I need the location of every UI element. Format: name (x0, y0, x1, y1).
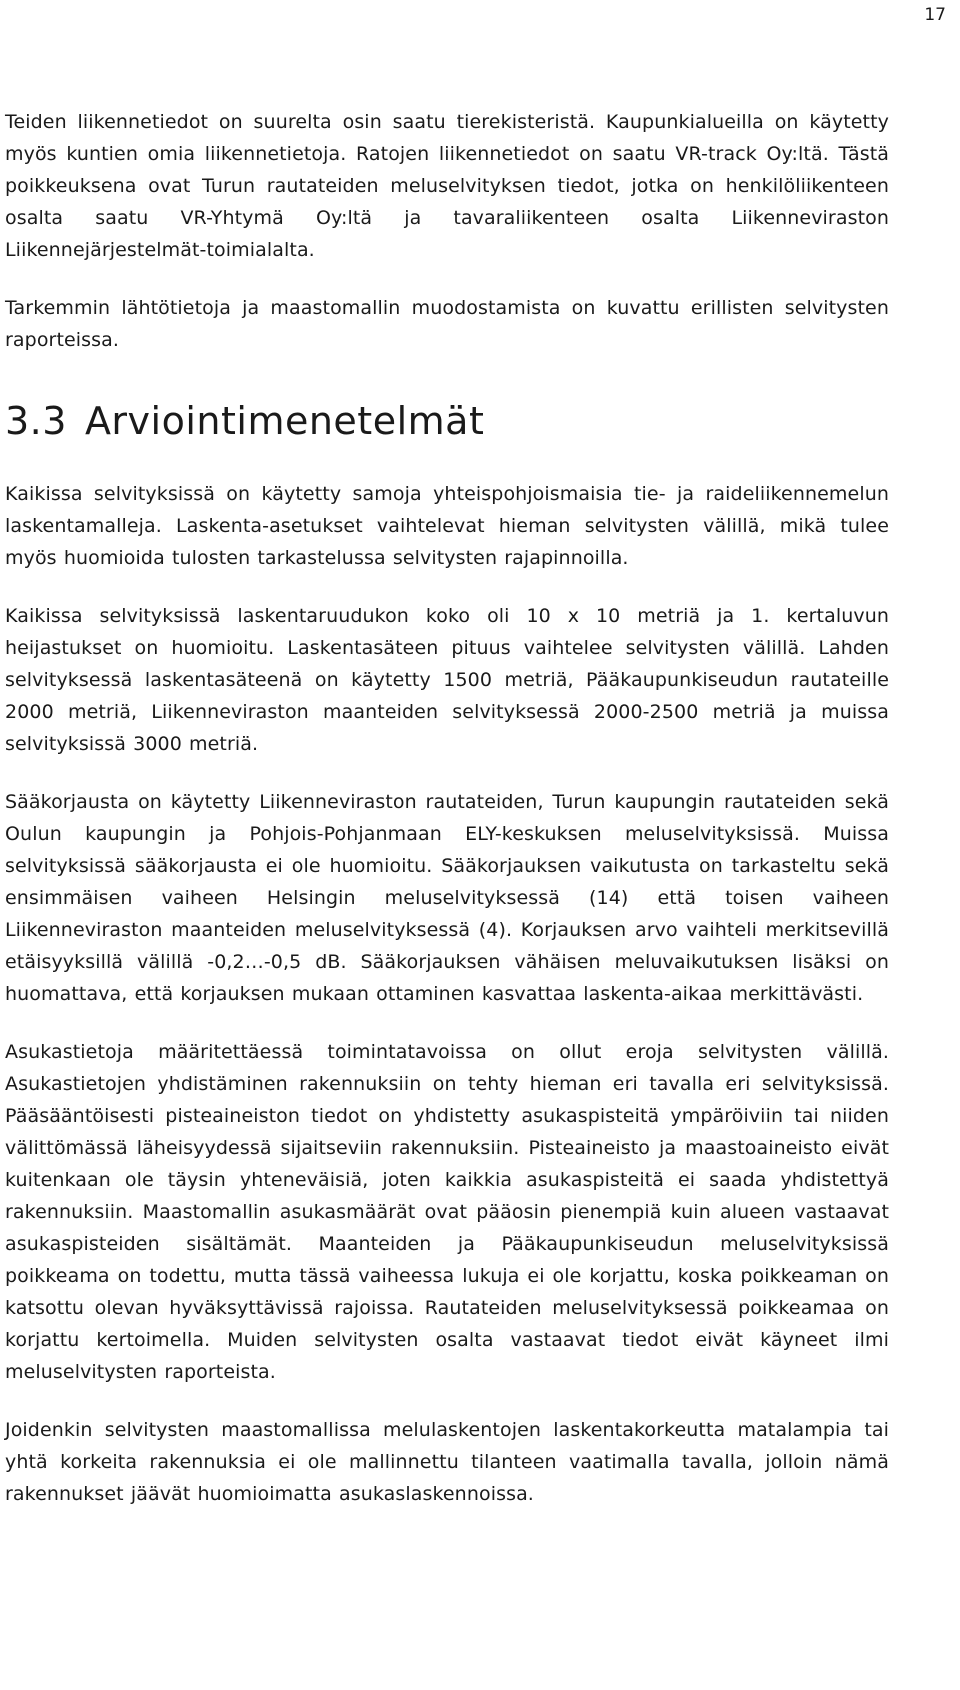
paragraph-calculation-models: Kaikissa selvityksissä on käytetty samoja yhteispohjoismaisia tie- ja raideliikennemelun laskentamalleja. Laskenta-asetukset vaihtelevat hieman selvitysten välillä, mikä tulee myös huomioida tulosten tarkastelussa selvitysten rajapinnoilla. (5, 483, 889, 569)
page-number: 17 (924, 5, 946, 25)
paragraph-terrain-model-reference: Tarkemmin lähtötietoja ja maastomallin muodostamista on kuvattu erillisten selvitysten raporteissa. (5, 297, 889, 351)
section-number: 3.3 (5, 399, 67, 443)
section-title: Arviointimenetelmät (84, 399, 485, 443)
paragraph-resident-data: Asukastietoja määritettäessä toimintatavoissa on ollut eroja selvitysten välillä. Asukastietojen yhdistäminen rakennuksiin on tehty hieman eri tavalla eri selvityksissä. Pääsääntöisesti pisteaineiston tiedot on yhdistetty asukaspisteitä ympäröiviin tai niiden välittömässä läheisyydessä sijaitseviin rakennuksiin. Pisteaineisto ja maastoaineisto eivät kuitenkaan ole täysin yhteneväisiä, joten kaikkia asukaspisteitä ei saada yhdistettyä rakennuksiin. Maastomallin asukasmäärät ovat pääosin pienempiä kuin alueen vastaavat asukaspisteiden sisältämät. Maanteiden ja Pääkaupunkiseudun meluselvityksissä poikkeama on todettu, mutta tässä vaiheessa lukuja ei ole korjattu, koska poikkeaman on katsottu olevan hyväksyttävissä rajoissa. Rautateiden meluselvityksessä poikkeamaa on korjattu kertoimella. Muiden selvitysten osalta vastaavat tiedot eivät käyneet ilmi meluselvitysten raporteista. (5, 1041, 889, 1383)
paragraph-grid-and-radius: Kaikissa selvityksissä laskentaruudukon koko oli 10 x 10 metriä ja 1. kertaluvun heijastukset on huomioitu. Laskentasäteen pituus vaihtelee selvitysten välillä. Lahden selvityksessä laskentasäteenä on käytetty 1500 metriä, Pääkaupunkiseudun rautateille 2000 metriä, Liikenneviraston maanteiden selvityksessä 2000-2500 metriä ja muissa selvityksissä 3000 metriä. (5, 605, 889, 755)
document-body (5, 106, 889, 1510)
section-heading (5, 394, 889, 448)
paragraph-building-modelling: Joidenkin selvitysten maastomallissa melulaskentojen laskentakorkeutta matalampia tai yhtä korkeita rakennuksia ei ole mallinnettu tilanteen vaatimalla tavalla, jolloin nämä rakennukset jäävät huomioimatta asukaslaskennoissa. (5, 1419, 889, 1505)
paragraph-traffic-data-sources: Teiden liikennetiedot on suurelta osin saatu tierekisteristä. Kaupunkialueilla on käytetty myös kuntien omia liikennetietoja. Ratojen liikennetiedot on saatu VR-track Oy:ltä. Tästä poikkeuksena ovat Turun rautateiden meluselvityksen tiedot, jotka on henkilöliikenteen osalta saatu VR-Yhtymä Oy:ltä ja tavaraliikenteen osalta Liikenneviraston Liikennejärjestelmät-toimialalta. (5, 111, 889, 261)
paragraph-weather-correction: Sääkorjausta on käytetty Liikenneviraston rautateiden, Turun kaupungin rautateiden sekä Oulun kaupungin ja Pohjois-Pohjanmaan ELY-keskuksen meluselvityksissä. Muissa selvityksissä sääkorjausta ei ole huomioitu. Sääkorjauksen vaikutusta on tarkasteltu sekä ensimmäisen vaiheen Helsingin meluselvityksessä (14) että toisen vaiheen Liikenneviraston maanteiden meluselvityksessä (4). Korjauksen arvo vaihteli merkitsevillä etäisyyksillä välillä -0,2…-0,5 dB. Sääkorjauksen vähäisen meluvaikutuksen lisäksi on huomattava, että korjauksen mukaan ottaminen kasvattaa laskenta-aikaa merkittävästi. (5, 791, 889, 1005)
